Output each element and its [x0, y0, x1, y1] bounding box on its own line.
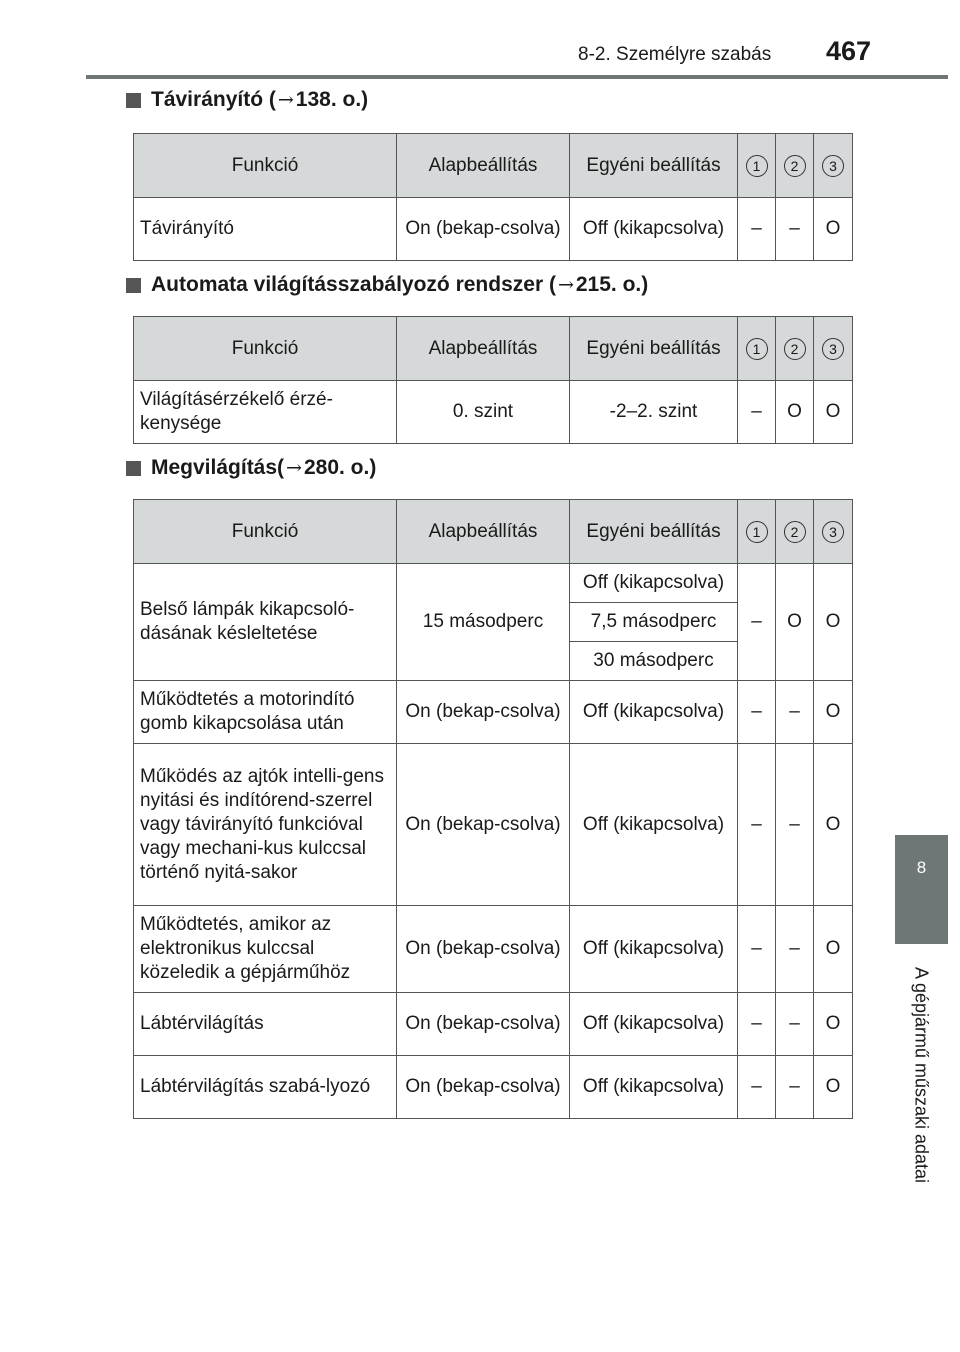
col-2	[776, 500, 814, 564]
table-row	[134, 744, 853, 906]
cell-alap: 0. szint	[397, 381, 570, 444]
heading-text: Megvilágítás(	[151, 456, 285, 479]
section-heading	[126, 456, 376, 480]
col-alap: Alapbeállítás	[397, 134, 570, 198]
col-3	[814, 134, 853, 198]
circled-1-icon: 1	[746, 521, 768, 543]
settings-table	[133, 499, 853, 1119]
square-bullet-icon	[126, 278, 141, 293]
square-bullet-icon	[126, 93, 141, 108]
cell-3: O	[814, 993, 853, 1056]
cell-egyeni-option: 7,5 másodperc	[570, 603, 738, 642]
section-heading	[126, 88, 368, 112]
cell-2: –	[776, 993, 814, 1056]
cell-funkcio: Lábtérvilágítás szabá-lyozó	[134, 1056, 397, 1119]
cell-funkcio: Működtetés, amikor az elektronikus kulccsal közeledik a gépjárműhöz	[134, 906, 397, 993]
cell-3: O	[814, 381, 853, 444]
table-row	[134, 564, 853, 603]
cell-1: –	[738, 198, 776, 261]
col-funkcio: Funkció	[134, 500, 397, 564]
cell-1: –	[738, 906, 776, 993]
cell-funkcio: Világításérzékelő érzé-kenysége	[134, 381, 397, 444]
table-row	[134, 681, 853, 744]
chapter-label: A gépjármű műszaki adatai	[911, 966, 932, 1184]
col-3	[814, 317, 853, 381]
col-egyeni: Egyéni beállítás	[570, 134, 738, 198]
cell-1: –	[738, 681, 776, 744]
col-1	[738, 134, 776, 198]
table-row	[134, 993, 853, 1056]
col-egyeni: Egyéni beállítás	[570, 500, 738, 564]
cell-alap: On (bekap-csolva)	[397, 681, 570, 744]
circled-1-icon: 1	[746, 338, 768, 360]
cell-3: O	[814, 1056, 853, 1119]
cell-egyeni: Off (kikapcsolva)	[570, 681, 738, 744]
table-row	[134, 906, 853, 993]
chapter-number: 8	[916, 858, 927, 877]
cell-3: O	[814, 906, 853, 993]
cell-egyeni-option: 30 másodperc	[570, 642, 738, 681]
cell-egyeni-option: Off (kikapcsolva)	[570, 564, 738, 603]
arrow-icon: →	[557, 274, 574, 296]
cell-egyeni: Off (kikapcsolva)	[570, 744, 738, 906]
cell-2: –	[776, 744, 814, 906]
header-rule	[86, 75, 948, 79]
circled-1-icon: 1	[746, 155, 768, 177]
col-funkcio: Funkció	[134, 134, 397, 198]
cell-2: –	[776, 681, 814, 744]
cell-1: –	[738, 993, 776, 1056]
arrow-icon: →	[286, 457, 302, 479]
heading-ref: 138. o.)	[295, 88, 369, 111]
table-row	[134, 381, 853, 444]
col-funkcio: Funkció	[134, 317, 397, 381]
page-number: 467	[826, 36, 872, 66]
cell-alap: 15 másodperc	[397, 564, 570, 681]
heading-text: Automata világításszabályozó rendszer (	[151, 273, 556, 296]
arrow-icon: →	[277, 89, 294, 111]
cell-alap: On (bekap-csolva)	[397, 993, 570, 1056]
circled-3-icon: 3	[822, 338, 844, 360]
cell-alap: On (bekap-csolva)	[397, 1056, 570, 1119]
settings-table	[133, 316, 853, 444]
heading-text: Távirányító (	[151, 88, 276, 111]
cell-funkcio: Távirányító	[134, 198, 397, 261]
circled-2-icon: 2	[784, 521, 806, 543]
cell-1: –	[738, 1056, 776, 1119]
col-egyeni: Egyéni beállítás	[570, 317, 738, 381]
col-2	[776, 134, 814, 198]
cell-funkcio: Működtetés a motorindító gomb kikapcsolása után	[134, 681, 397, 744]
cell-alap: On (bekap-csolva)	[397, 906, 570, 993]
col-1	[738, 500, 776, 564]
cell-1: –	[738, 744, 776, 906]
circled-3-icon: 3	[822, 521, 844, 543]
cell-1: –	[738, 381, 776, 444]
cell-2: –	[776, 1056, 814, 1119]
col-3	[814, 500, 853, 564]
cell-3: O	[814, 198, 853, 261]
cell-funkcio: Lábtérvilágítás	[134, 993, 397, 1056]
col-alap: Alapbeállítás	[397, 317, 570, 381]
cell-3: O	[814, 564, 853, 681]
cell-alap: On (bekap-csolva)	[397, 198, 570, 261]
cell-2: –	[776, 906, 814, 993]
section-title: 8-2. Személyre szabás	[578, 44, 772, 65]
circled-2-icon: 2	[784, 155, 806, 177]
cell-3: O	[814, 744, 853, 906]
cell-1: –	[738, 564, 776, 681]
table-row	[134, 1056, 853, 1119]
table-row	[134, 198, 853, 261]
settings-table	[133, 133, 853, 261]
section-heading	[126, 273, 648, 297]
cell-2: –	[776, 198, 814, 261]
circled-2-icon: 2	[784, 338, 806, 360]
cell-funkcio: Belső lámpák kikapcsoló-dásának késleltetése	[134, 564, 397, 681]
cell-egyeni: -2–2. szint	[570, 381, 738, 444]
cell-alap: On (bekap-csolva)	[397, 744, 570, 906]
col-2	[776, 317, 814, 381]
cell-2: O	[776, 381, 814, 444]
cell-egyeni: Off (kikapcsolva)	[570, 198, 738, 261]
heading-ref: 215. o.)	[575, 273, 649, 296]
col-alap: Alapbeállítás	[397, 500, 570, 564]
circled-3-icon: 3	[822, 155, 844, 177]
cell-egyeni: Off (kikapcsolva)	[570, 993, 738, 1056]
cell-3: O	[814, 681, 853, 744]
heading-ref: 280. o.)	[303, 456, 377, 479]
cell-2: O	[776, 564, 814, 681]
square-bullet-icon	[126, 461, 141, 476]
cell-funkcio: Működés az ajtók intelli-gens nyitási és indítórend-szerrel vagy távirányító funkcióval vagy mechani-kus kulccsal történő nyitá-sakor	[134, 744, 397, 906]
cell-egyeni: Off (kikapcsolva)	[570, 906, 738, 993]
chapter-tab	[895, 835, 948, 944]
col-1	[738, 317, 776, 381]
cell-egyeni: Off (kikapcsolva)	[570, 1056, 738, 1119]
